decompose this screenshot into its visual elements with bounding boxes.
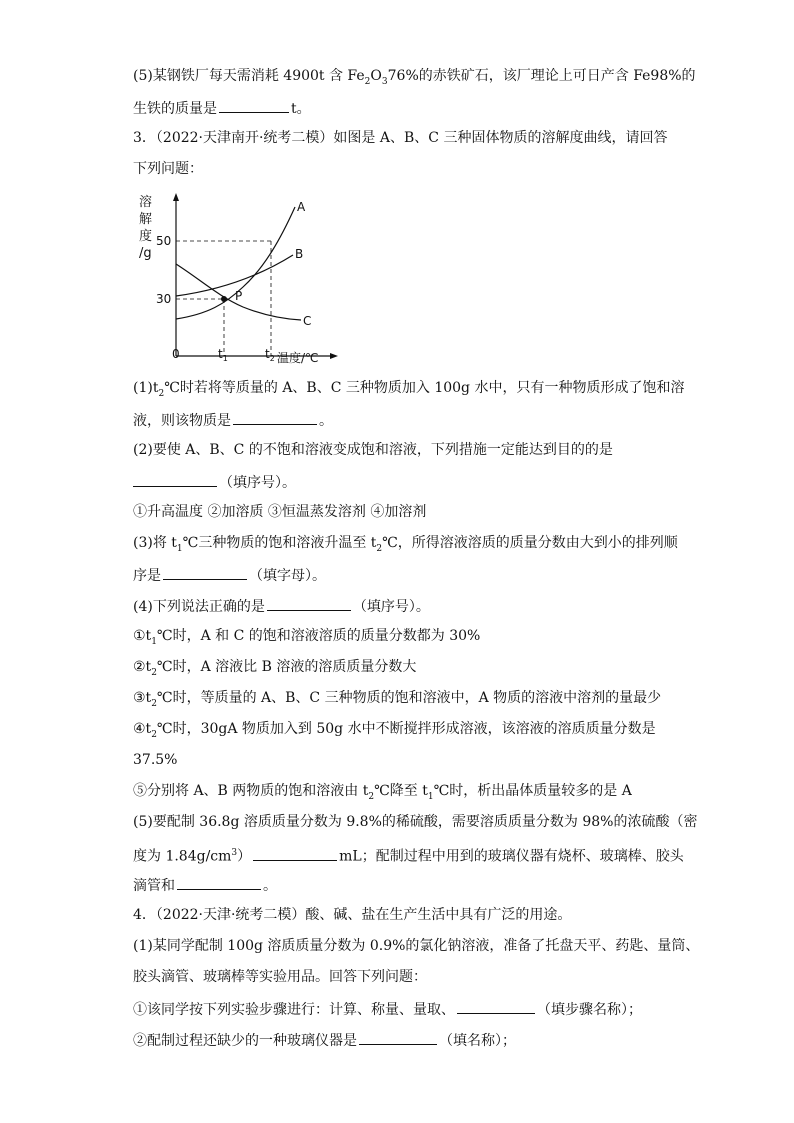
answer-blank[interactable] bbox=[253, 845, 337, 861]
answer-blank[interactable] bbox=[457, 998, 535, 1014]
q3-option-5: ⑤分别将 A、B 两物质的饱和溶液由 $t_2℃$降至 $t_1℃$时，析出晶体质量较多的是 A bbox=[133, 783, 632, 802]
y-label-3: 度 bbox=[139, 229, 153, 244]
q3-p4: (4)下列说法正确的是 （填序号）。 bbox=[133, 595, 673, 617]
q4-step-1: ①该同学按下列实验步骤进行：计算、称量、量取、 （填步骤名称）； bbox=[133, 998, 673, 1020]
t1-label: $t_1$ bbox=[218, 347, 228, 363]
q4-header: 4．（2022·天津·统考二模）酸、碱、盐在生产生活中具有广泛的用途。 bbox=[133, 907, 572, 923]
answer-blank[interactable] bbox=[267, 595, 351, 611]
y-tick-30: 30 bbox=[156, 292, 172, 306]
answer-blank[interactable] bbox=[163, 564, 247, 580]
x-axis-label: 温度/℃ bbox=[277, 351, 319, 365]
q3-option-4-cont: 37.5% bbox=[133, 752, 178, 768]
solubility-chart bbox=[133, 190, 343, 370]
y-axis-arrow bbox=[173, 193, 179, 201]
q4-step-2: ②配制过程还缺少的一种玻璃仪器是 （填名称）； bbox=[133, 1029, 673, 1051]
q3-p1-line2: 液，则该物质是 。 bbox=[133, 409, 673, 431]
q2-5-line2: 生铁的质量是 t。 bbox=[133, 97, 673, 119]
q3-p3-line2: 序是 （填字母）。 bbox=[133, 564, 673, 586]
t2-label: $t_2$ bbox=[265, 347, 275, 363]
q4-p1-line2: 胶头滴管、玻璃棒等实验用品。回答下列问题： bbox=[133, 969, 427, 985]
q3-header2: 下列问题： bbox=[133, 161, 203, 177]
origin-label: 0 bbox=[172, 347, 180, 361]
q4-p1-line1: (1)某同学配制 100g 溶质质量分数为 0.9%的氯化钠溶液，准备了托盘天平、药匙、量筒、 bbox=[133, 938, 700, 954]
y-tick-50: 50 bbox=[156, 234, 172, 248]
q3-option-4: $④t_2℃$时，30gA 物质加入到 50g 水中不断搅拌形成溶液，该溶液的溶质质量分数是 bbox=[133, 721, 656, 740]
q3-p5-line2: 度为 $1.84g/cm^3$） mL；配制过程中用到的玻璃仪器有烧杯、玻璃棒、胶头 bbox=[133, 843, 673, 867]
q3-option-2: $②t_2℃$时，A 溶液比 B 溶液的溶质质量分数大 bbox=[133, 659, 417, 678]
point-p-label: P bbox=[235, 289, 243, 303]
q3-p2-line2: （填序号）。 bbox=[133, 471, 673, 493]
q3-p1-line1: $(1)t_2℃$时若将等质量的 A、B、C 三种物质加入 100g 水中，只有一种物质形成了饱和溶 bbox=[133, 380, 685, 399]
q3-p3-line1: (3)将 $t_1℃$三种物质的饱和溶液升温至 $t_2℃$，所得溶液溶质的质量分数由大到小的排列顺 bbox=[133, 535, 678, 554]
y-label-2: 解 bbox=[139, 212, 153, 227]
answer-blank[interactable] bbox=[359, 1029, 437, 1045]
curve-a-label: A bbox=[297, 200, 306, 214]
y-label-1: 溶 bbox=[139, 195, 153, 210]
q3-header: 3．（2022·天津南开·统考二模）如图是 A、B、C 三种固体物质的溶解度曲线，请回答 bbox=[133, 130, 668, 146]
q3-p2-line1: (2)要使 A、B、C 的不饱和溶液变成饱和溶液，下列措施一定能达到目的的是 bbox=[133, 442, 613, 458]
x-axis-arrow bbox=[330, 353, 338, 359]
q3-p5-line3: 滴管和 。 bbox=[133, 874, 673, 896]
q3-option-1: $①t_1℃$时，A 和 C 的饱和溶液溶质的质量分数都为 30% bbox=[133, 628, 481, 647]
answer-blank[interactable] bbox=[133, 471, 217, 487]
curve-c-label: C bbox=[303, 314, 312, 328]
q3-option-3: $③t_2℃$时，等质量的 A、B、C 三种物质的饱和溶液中，A 物质的溶液中溶剂的量最少 bbox=[133, 690, 662, 709]
q2-5-line1: (5)某钢铁厂每天需消耗 4900t 含 $Fe_2O_376\%$的赤铁矿石，该厂理论上可日产含 Fe98%的 bbox=[133, 68, 696, 87]
y-label-4: /g bbox=[139, 246, 152, 261]
point-p bbox=[221, 296, 227, 302]
answer-blank[interactable] bbox=[177, 874, 261, 890]
q3-p5-line1: (5)要配制 36.8g 溶质质量分数为 9.8%的稀硫酸，需要溶质质量分数为 98%的浓硫酸（密 bbox=[133, 814, 698, 830]
q3-p2-options: ①升高温度 ②加溶质 ③恒温蒸发溶剂 ④加溶剂 bbox=[133, 504, 427, 520]
answer-blank[interactable] bbox=[233, 409, 317, 425]
curve-b-label: B bbox=[295, 247, 304, 261]
answer-blank[interactable] bbox=[219, 97, 289, 113]
